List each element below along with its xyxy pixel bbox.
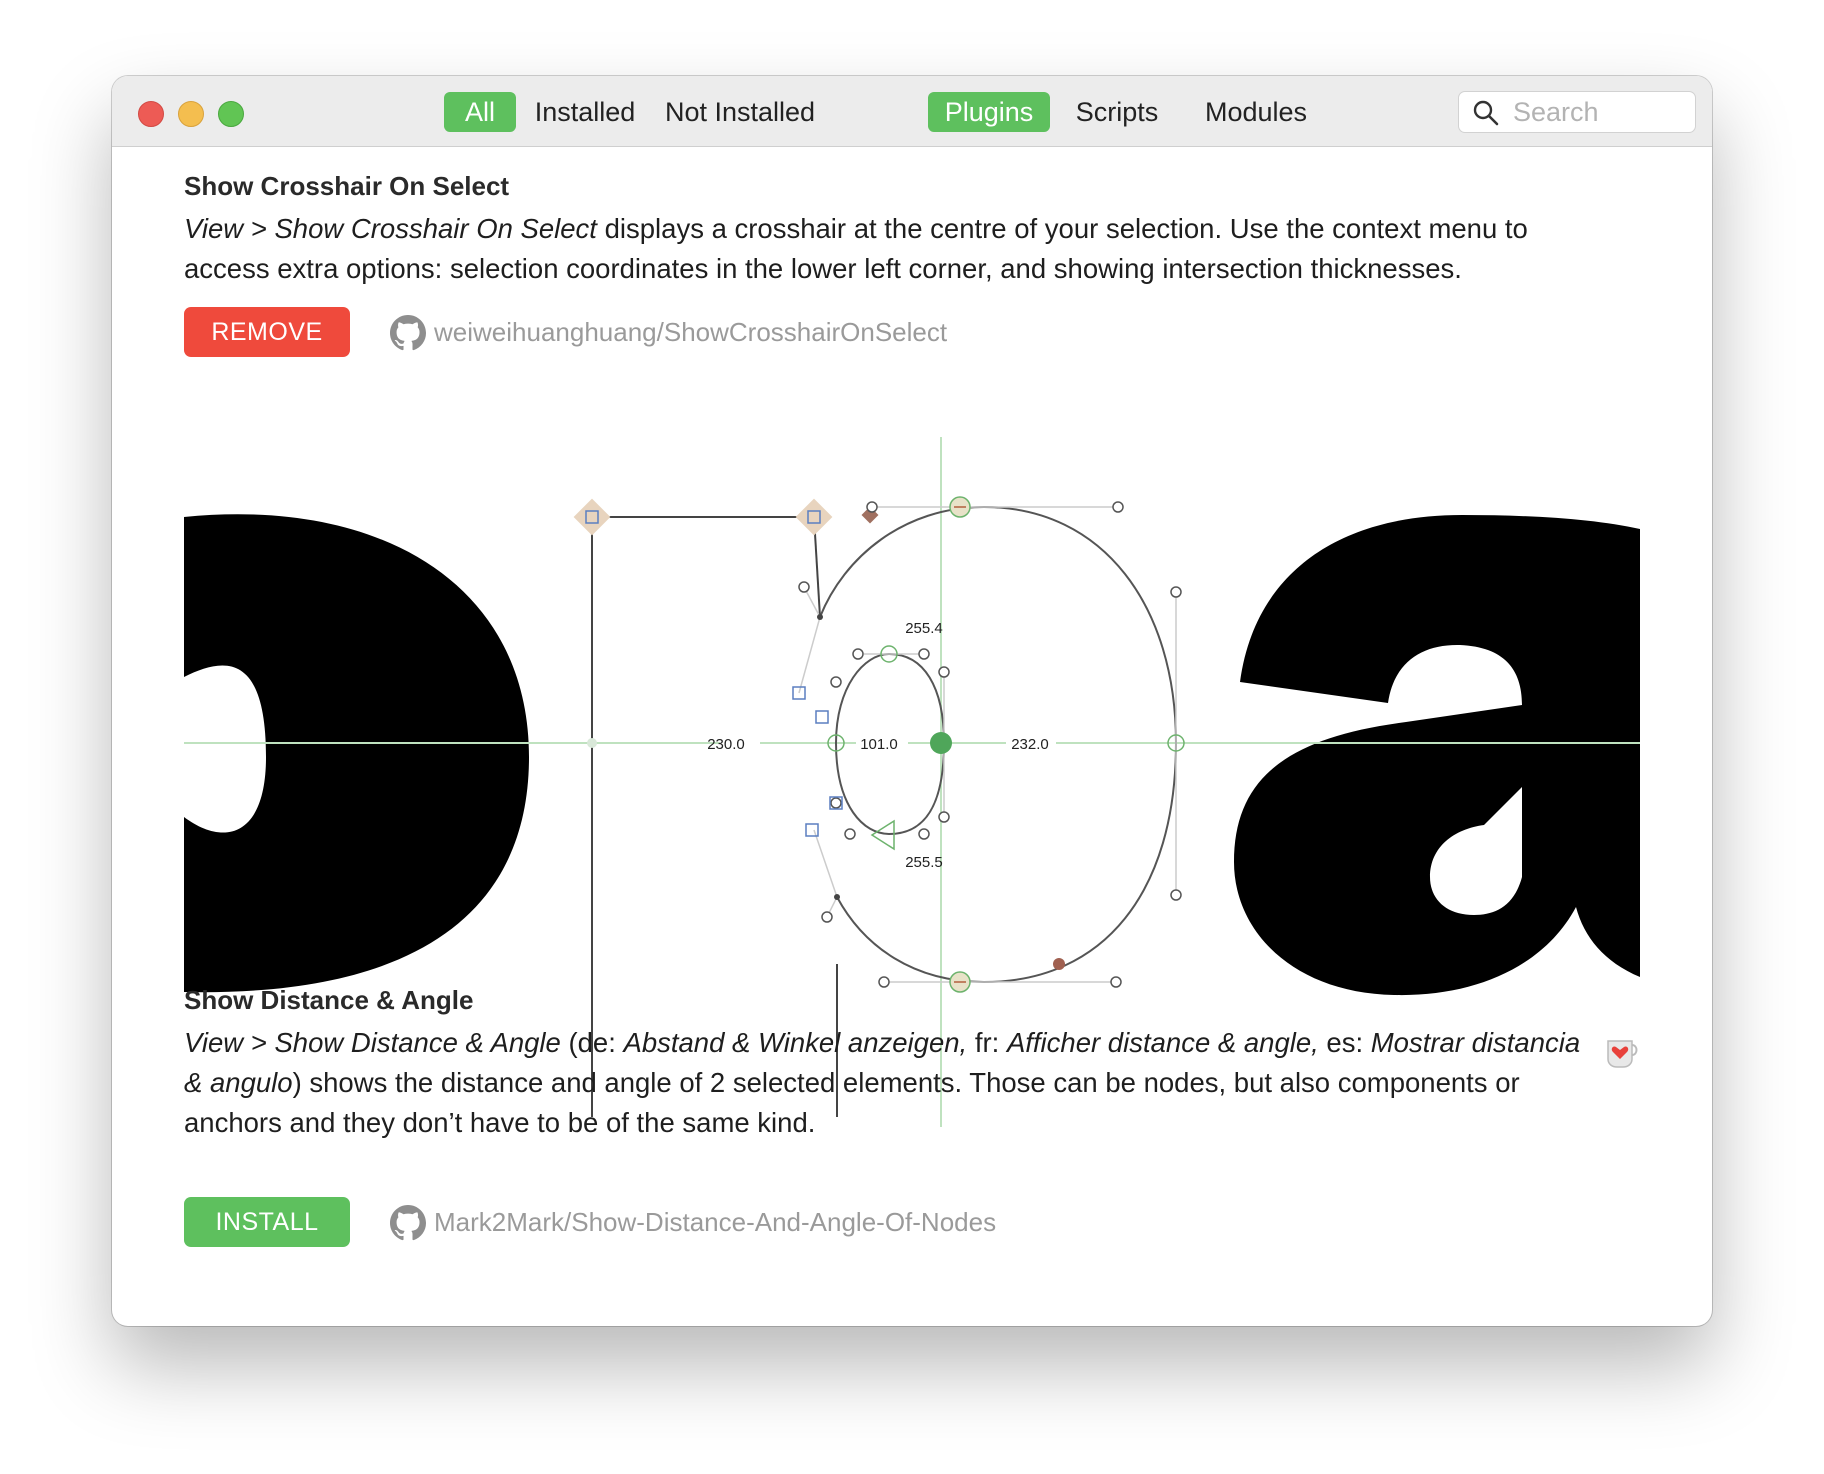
- plugin-description-text: displays a crosshair at the centre of your selection. Use the context menu to access extra options: selection coordinates in the lower left corner, and showing intersection thicknesses.: [184, 213, 1528, 284]
- tab-installed[interactable]: Installed: [534, 97, 636, 127]
- tab-plugins[interactable]: Plugins: [928, 92, 1050, 132]
- install-button[interactable]: INSTALL: [184, 1197, 350, 1247]
- plugin-list[interactable]: [112, 147, 1712, 1326]
- github-icon: [390, 1205, 426, 1241]
- search-field[interactable]: [1458, 91, 1696, 133]
- repo-link[interactable]: Mark2Mark/Show-Distance-And-Angle-Of-Nodes: [434, 1207, 997, 1237]
- tab-scripts[interactable]: Scripts: [1075, 97, 1159, 127]
- measure-center: 101.0: [860, 736, 898, 753]
- zoom-window-button[interactable]: [218, 101, 244, 127]
- glyph-o-shape: [184, 514, 529, 992]
- desc-de: Abstand & Winkel anzeigen,: [623, 1027, 968, 1058]
- plugin-description: [184, 1023, 1604, 1143]
- glyph-a-shape: [1234, 515, 1640, 995]
- desc-text: ) shows the distance and angle of 2 selected elements. Those can be nodes, but also components or anchors and they don’t have to be of the same kind.: [184, 1067, 1520, 1138]
- plugin-title: Show Distance & Angle: [184, 985, 474, 1015]
- tab-all[interactable]: All: [444, 92, 516, 132]
- measure-top: 255.4: [905, 620, 943, 637]
- donate-mug-icon[interactable]: [1604, 1037, 1642, 1069]
- measure-bottom: 255.5: [905, 854, 943, 871]
- tab-not-installed[interactable]: Not Installed: [664, 97, 816, 127]
- search-icon: [1473, 100, 1499, 126]
- plugin-menu-path: View > Show Distance & Angle: [184, 1027, 561, 1058]
- plugin-manager-window: [112, 76, 1712, 1326]
- repo-link[interactable]: weiweihuanghuang/ShowCrosshairOnSelect: [434, 317, 948, 347]
- measure-left: 230.0: [707, 736, 745, 753]
- plugin-menu-path: View > Show Crosshair On Select: [184, 213, 597, 244]
- desc-fr: Afficher distance & angle,: [1006, 1027, 1319, 1058]
- title-bar: [112, 76, 1712, 147]
- measure-right: 232.0: [1011, 736, 1049, 753]
- desc-text: (de:: [560, 1027, 624, 1058]
- tab-modules[interactable]: Modules: [1204, 97, 1308, 127]
- close-window-button[interactable]: [138, 101, 164, 127]
- desc-text: es:: [1318, 1027, 1371, 1058]
- minimize-window-button[interactable]: [178, 101, 204, 127]
- plugin-description: [184, 209, 1604, 289]
- desc-es: Mostrar distancia & angulo: [184, 1027, 1581, 1098]
- plugin-title: Show Crosshair On Select: [184, 171, 510, 201]
- remove-button[interactable]: REMOVE: [184, 307, 350, 357]
- search-placeholder: Search: [1513, 97, 1599, 127]
- github-icon: [390, 315, 426, 351]
- desc-text: fr:: [967, 1027, 1007, 1058]
